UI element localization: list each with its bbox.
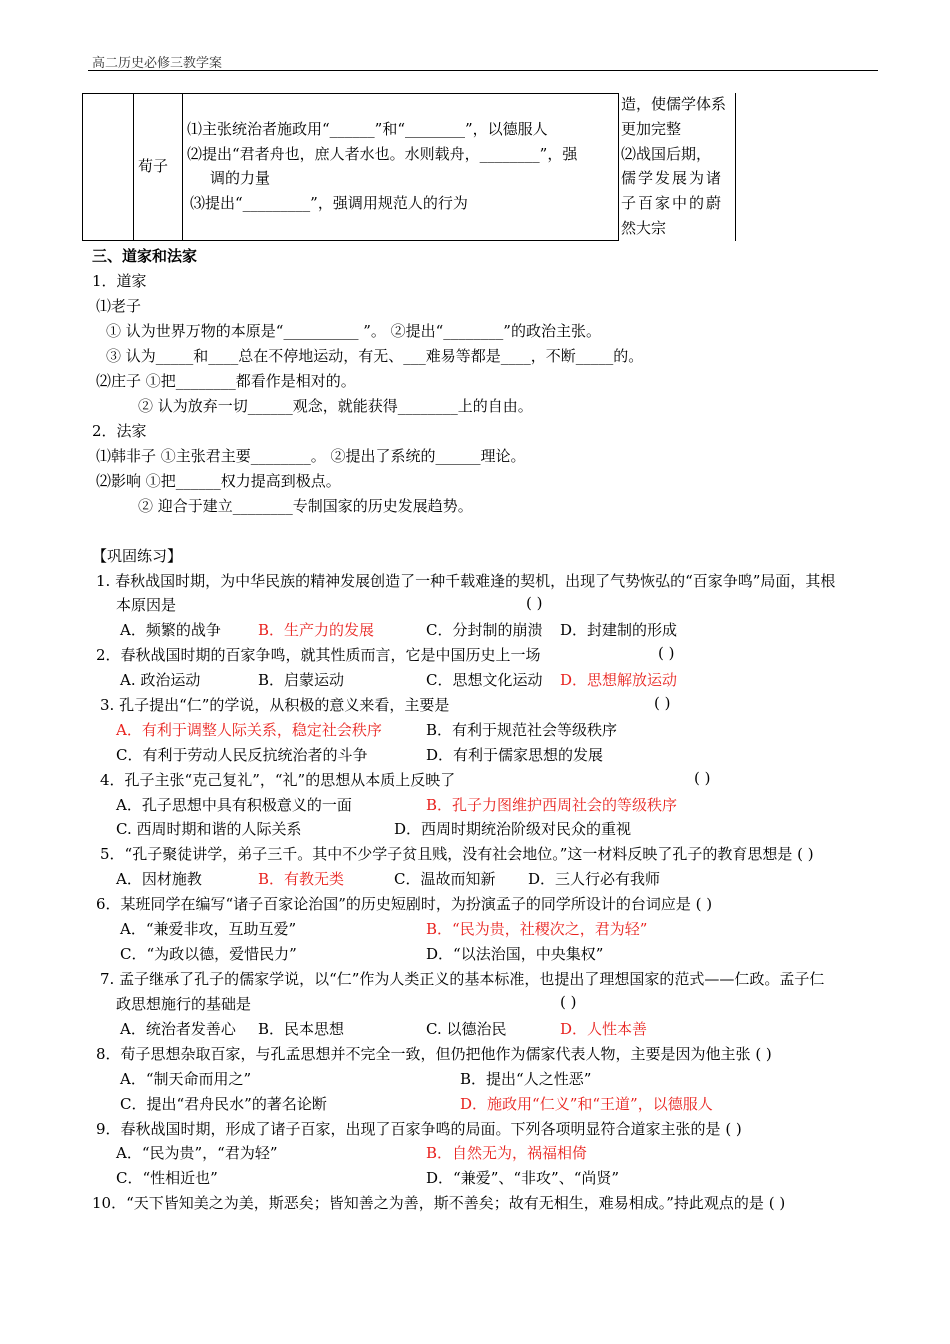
option-a: A．孔子思想中具有积极意义的一面 bbox=[116, 796, 352, 814]
option-a: A. 政治运动 bbox=[120, 671, 201, 689]
table-side-line: 子百家中的蔚 bbox=[621, 194, 724, 212]
subsection-title: 2．法家 bbox=[92, 422, 147, 440]
option-b-correct: B．“民为贵，社稷次之，君为轻” bbox=[426, 920, 648, 938]
question-5: 5．“孔子聚徒讲学，弟子三千。其中不少学子贫且贱，没有社会地位。”这一材料反映了孔子的教育思想是 ( ) bbox=[100, 845, 814, 863]
option-d: D．三人行必有我师 bbox=[528, 870, 661, 888]
option-b: B．启蒙运动 bbox=[258, 671, 345, 689]
option-c: C．分封制的崩溃 bbox=[426, 621, 543, 639]
laozi-line-1: ① 认为世界万物的本原是“__________ ”。 ②提出“________”的政治主张。 bbox=[106, 322, 601, 340]
table-top-border bbox=[82, 93, 619, 94]
option-a: A．因材施教 bbox=[116, 870, 202, 888]
zhuangzi-line-1: ⑵庄子 ①把________都看作是相对的。 bbox=[96, 372, 356, 390]
hanfeizi-line: ⑴韩非子 ①主张君主要________。 ②提出了系统的______理论。 bbox=[96, 447, 526, 465]
option-c: C．“为政以德，爱惜民力” bbox=[120, 945, 297, 963]
option-b-correct: B．孔子力图维护西周社会的等级秩序 bbox=[426, 796, 678, 814]
influence-line-1: ⑵影响 ①把______权力提高到极点。 bbox=[96, 472, 341, 490]
subsection-title: 1．道家 bbox=[92, 272, 147, 290]
option-d: D．有利于儒家思想的发展 bbox=[426, 746, 604, 764]
option-c: C．“性相近也” bbox=[116, 1169, 218, 1187]
option-a: A．统治者发善心 bbox=[120, 1020, 236, 1038]
table-side-line: 更加完整 bbox=[621, 120, 682, 138]
option-c: C. 以德治民 bbox=[426, 1020, 507, 1038]
practice-title: 【巩固练习】 bbox=[92, 547, 183, 565]
question-1: 1. 春秋战国时期，为中华民族的精神发展创造了一种千载难逢的契机，出现了气势恢弘的“百家争鸣”局面，其根 bbox=[96, 572, 836, 590]
question-1-cont: 本原因是 bbox=[116, 596, 177, 614]
option-b: B．民本思想 bbox=[258, 1020, 345, 1038]
option-b-correct: B．自然无为，祸福相倚 bbox=[426, 1144, 588, 1162]
question-7: 7. 孟子继承了孔子的儒家学说，以“仁”作为人类正义的基本标准，也提出了理想国家的范式——仁政。孟子仁 bbox=[100, 970, 825, 988]
option-a: A．“民为贵”，“君为轻” bbox=[116, 1144, 278, 1162]
question-9: 9．春秋战国时期，形成了诸子百家，出现了百家争鸣的局面。下列各项明显符合道家主张的是 ( ) bbox=[96, 1120, 742, 1138]
table-side-line: ⑵战国后期， bbox=[621, 145, 712, 163]
answer-paren: ( ) bbox=[526, 594, 543, 612]
table-side-line: 然大宗 bbox=[621, 219, 667, 237]
answer-paren: ( ) bbox=[654, 694, 671, 712]
option-d: D．“兼爱”、“非攻”、“尚贤” bbox=[426, 1169, 620, 1187]
question-4: 4．孔子主张“克己复礼”，“礼”的思想从本质上反映了 bbox=[100, 771, 456, 789]
laozi-line-2: ③ 认为_____和____总在不停地运动，有无、___难易等都是____，不断_____的。 bbox=[106, 347, 644, 365]
table-col-divider-3 bbox=[618, 93, 619, 241]
option-a-correct: A．有利于调整人际关系，稳定社会秩序 bbox=[116, 721, 382, 739]
option-b: B．提出“人之性恶” bbox=[460, 1070, 592, 1088]
table-content-line: ⑴主张统治者施政用“______”和“________”，以德服人 bbox=[187, 120, 548, 138]
influence-line-2: ② 迎合于建立________专制国家的历史发展趋势。 bbox=[138, 497, 473, 515]
header-rule bbox=[88, 70, 878, 71]
option-d: D．封建制的形成 bbox=[560, 621, 678, 639]
section-title: 三、道家和法家 bbox=[92, 247, 198, 265]
option-c: C．温故而知新 bbox=[394, 870, 496, 888]
option-d-correct: D．思想解放运动 bbox=[560, 671, 678, 689]
table-content-line: 调的力量 bbox=[210, 169, 271, 187]
answer-paren: ( ) bbox=[560, 993, 577, 1011]
item-title: ⑴老子 bbox=[96, 297, 142, 315]
option-a: A．“制天命而用之” bbox=[120, 1070, 252, 1088]
table-content-line: ⑶提出“_________”，强调用规范人的行为 bbox=[190, 194, 468, 212]
table-left-border bbox=[82, 93, 83, 241]
option-a: A．“兼爱非攻，互助互爱” bbox=[120, 920, 297, 938]
table-bottom-border bbox=[82, 240, 619, 241]
option-b-correct: B．有教无类 bbox=[258, 870, 345, 888]
option-b-correct: B．生产力的发展 bbox=[258, 621, 375, 639]
question-7-cont: 政思想施行的基础是 bbox=[116, 995, 252, 1013]
option-c: C．思想文化运动 bbox=[426, 671, 543, 689]
table-col-divider-1 bbox=[133, 93, 134, 241]
question-8: 8．荀子思想杂取百家，与孔孟思想并不完全一致，但仍把他作为儒家代表人物，主要是因为他主张 ( ) bbox=[96, 1045, 772, 1063]
option-d: D．“以法治国，中央集权” bbox=[426, 945, 604, 963]
option-c: C．有利于劳动人民反抗统治者的斗争 bbox=[116, 746, 368, 764]
question-3: 3. 孔子提出“仁”的学说，从积极的意义来看，主要是 bbox=[100, 696, 450, 714]
option-d-correct: D．施政用“仁义”和“王道”，以德服人 bbox=[460, 1095, 713, 1113]
question-10: 10．“天下皆知美之为美，斯恶矣；皆知善之为善，斯不善矣；故有无相生，难易相成。”持此观点的是 ( ) bbox=[92, 1194, 786, 1212]
zhuangzi-line-2: ② 认为放弃一切______观念，就能获得________上的自由。 bbox=[138, 397, 533, 415]
question-2: 2．春秋战国时期的百家争鸣，就其性质而言，它是中国历史上一场 bbox=[96, 646, 541, 664]
option-d-correct: D．人性本善 bbox=[560, 1020, 648, 1038]
table-side-line: 造，使儒学体系 bbox=[621, 95, 727, 113]
option-d: D．西周时期统治阶级对民众的重视 bbox=[394, 820, 632, 838]
table-row-label: 荀子 bbox=[138, 157, 169, 175]
option-a: A．频繁的战争 bbox=[120, 621, 221, 639]
option-c: C．提出“君舟民水”的著名论断 bbox=[120, 1095, 327, 1113]
answer-paren: ( ) bbox=[694, 769, 711, 787]
answer-paren: ( ) bbox=[658, 644, 675, 662]
table-col-divider-2 bbox=[182, 93, 183, 241]
table-right-border bbox=[735, 93, 736, 241]
table-side-line: 儒学发展为诸 bbox=[621, 169, 724, 187]
question-6: 6．某班同学在编写“诸子百家论治国”的历史短剧时，为扮演孟子的同学所设计的台词应是 ( ) bbox=[96, 895, 713, 913]
option-c: C. 西周时期和谐的人际关系 bbox=[116, 820, 302, 838]
page-header: 高二历史必修三教学案 bbox=[92, 56, 223, 71]
option-b: B．有利于规范社会等级秩序 bbox=[426, 721, 618, 739]
table-content-line: ⑵提出“君者舟也，庶人者水也。水则载舟，________”，强 bbox=[187, 145, 578, 163]
